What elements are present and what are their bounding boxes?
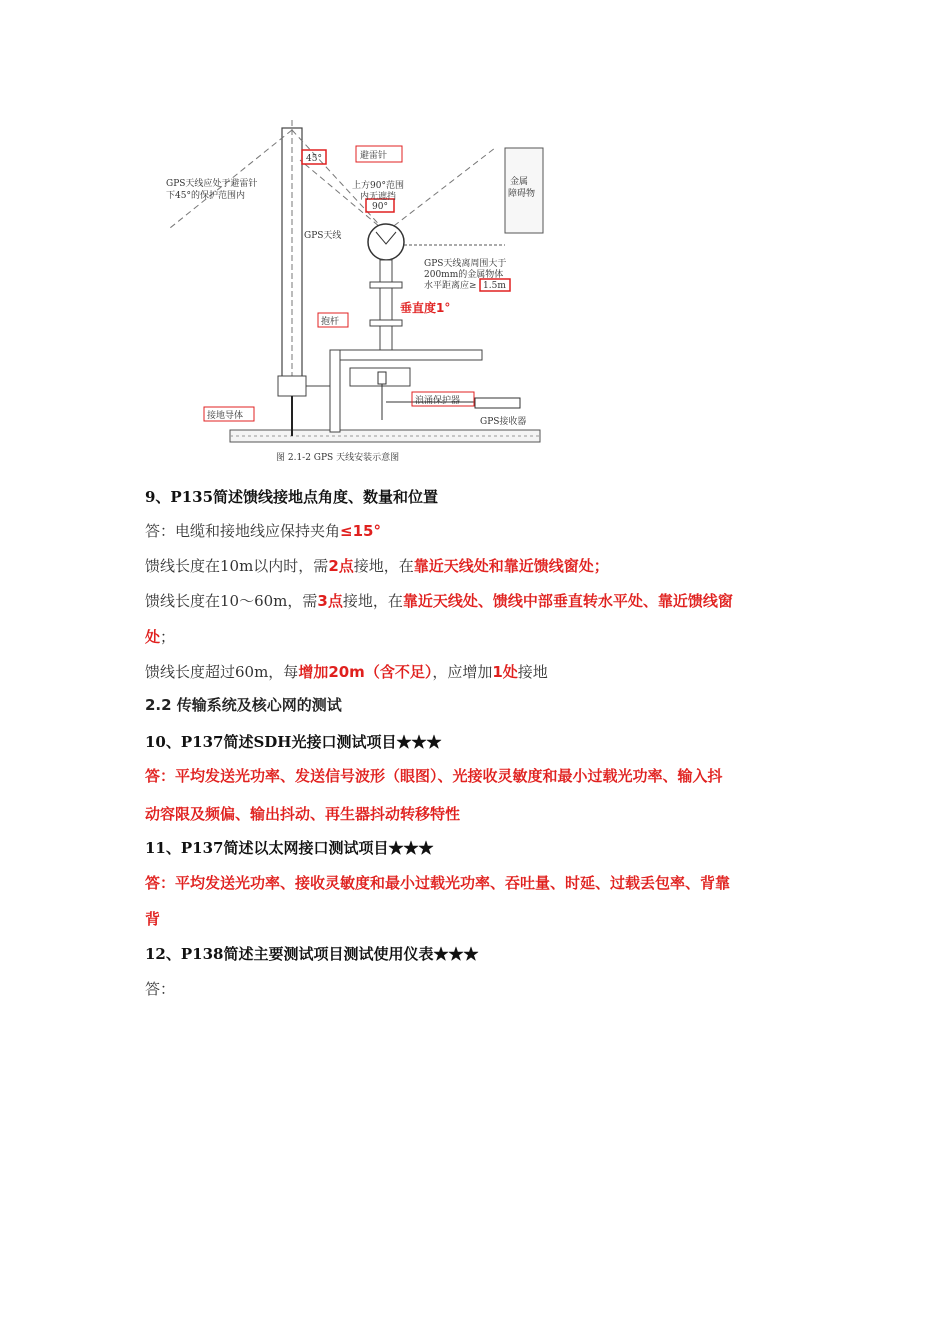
- q9-answer-line2: [145, 556, 609, 576]
- top-note-line2: 内无遮挡: [360, 192, 397, 202]
- q9-a3-highlight2: 靠近天线处、馈线中部垂直转水平处、靠近馈线窗: [402, 592, 733, 610]
- q10-answer-line1: [145, 766, 723, 786]
- q9-answer-line3b: [145, 627, 175, 647]
- q11-answer-line1: [145, 873, 730, 893]
- q9-a4-text: 馈线长度超过60m，每: [145, 663, 299, 681]
- q9-a2-text: 馈线长度在10m以内时，需: [145, 557, 329, 575]
- section-title: 2.2 传输系统及核心网的测试: [145, 696, 342, 714]
- q10-prefix: 答：: [145, 767, 176, 785]
- angle90-label: 90°: [372, 202, 388, 212]
- q9-title: 9、P135简述馈线接地点角度、数量和位置: [145, 488, 439, 506]
- distance-note-line3: 水平距离应≥: [424, 281, 477, 291]
- q12-answer: 答：: [145, 980, 176, 998]
- distance-value: 1.5m: [483, 281, 506, 291]
- q9-a2-highlight1: 2点: [328, 557, 354, 575]
- mount-pole: [380, 260, 392, 350]
- receiver-box: [475, 398, 520, 408]
- distance-note-line2: 200mm的金属物体: [424, 270, 504, 280]
- q9-a2-highlight2: 靠近天线处和靠近馈线窗处: [413, 557, 594, 575]
- gps-antenna-installation-diagram: [150, 120, 550, 470]
- top-note-line1: 上方90°范围: [352, 181, 404, 191]
- q9-a4-highlight2: 1处: [492, 663, 518, 681]
- q9-a4-highlight1: 增加20m（含不足）: [298, 663, 433, 681]
- clamp-top: [370, 282, 402, 288]
- q9-a3-highlight1: 3点: [317, 592, 343, 610]
- gps-antenna-label: GPS天线: [304, 231, 342, 241]
- bracket-top: [330, 350, 482, 360]
- q9-a3b-end: ；: [160, 628, 176, 646]
- ground-conductor-label: 接地导体: [207, 411, 244, 421]
- surge-core: [378, 372, 386, 384]
- gps-antenna-shape: [368, 224, 404, 260]
- q9-a3b-highlight: 处: [145, 628, 161, 646]
- bracket-side: [330, 350, 340, 432]
- q9-a1-text: 答：电缆和接地线应保持夹角: [145, 522, 341, 540]
- ground: [230, 430, 540, 442]
- distance-note-line1: GPS天线离周围大于: [424, 259, 507, 269]
- pole-label: 抱杆: [321, 317, 340, 327]
- metal-label-line2: 障碍物: [508, 189, 536, 199]
- q10-answer-line2: 动容限及频偏、输出抖动、再生器抖动转移特性: [145, 805, 461, 823]
- q12-title: 12、P138简述主要测试项目测试使用仪表★★★: [145, 945, 479, 963]
- q9-a3-mid: 接地，在: [342, 592, 403, 610]
- q10-answer-text1: 平均发送光功率、发送信号波形（眼图）、光接收灵敏度和最小过载光功率、输入抖: [175, 767, 723, 785]
- q9-a4-mid: ，应增加: [432, 663, 493, 681]
- metal-label-line1: 金属: [510, 177, 529, 187]
- verticality-label: 垂直度1°: [400, 301, 451, 315]
- q9-a2-end: ；: [593, 557, 609, 575]
- q9-a3-text: 馈线长度在10～60m，需: [145, 592, 318, 610]
- q9-a1-highlight: ≤15°: [340, 522, 381, 540]
- protect-note-line2: 下45°的保护范围内: [166, 191, 245, 201]
- q9-a4-end: 接地: [517, 663, 548, 681]
- clamp-bottom: [370, 320, 402, 326]
- q11-answer-text1: 平均发送光功率、接收灵敏度和最小过载光功率、吞吐量、时延、过载丢包率、背靠: [175, 874, 731, 892]
- q9-answer-line3: [145, 591, 733, 611]
- q9-answer-line4: [145, 662, 548, 682]
- diagram-svg: [150, 120, 550, 470]
- tower-base: [278, 376, 306, 396]
- angle45-label: 45°: [306, 154, 322, 164]
- surge-protector-label: 浪涌保护器: [415, 396, 461, 406]
- q11-answer-line2: 背: [145, 910, 161, 928]
- lightning-rod-label: 避雷针: [360, 151, 388, 161]
- figure-caption: 图 2.1-2 GPS 天线安装示意图: [276, 453, 400, 463]
- protect-note-line1: GPS天线应处于避雷针: [166, 179, 258, 189]
- q9-answer-line1: [145, 521, 381, 541]
- q11-prefix: 答：: [145, 874, 176, 892]
- q10-title: 10、P137简述SDH光接口测试项目★★★: [145, 733, 442, 751]
- q9-a2-mid: 接地，在: [353, 557, 414, 575]
- gps-receiver-label: GPS接收器: [480, 417, 527, 427]
- q11-title: 11、P137简述以太网接口测试项目★★★: [145, 839, 434, 857]
